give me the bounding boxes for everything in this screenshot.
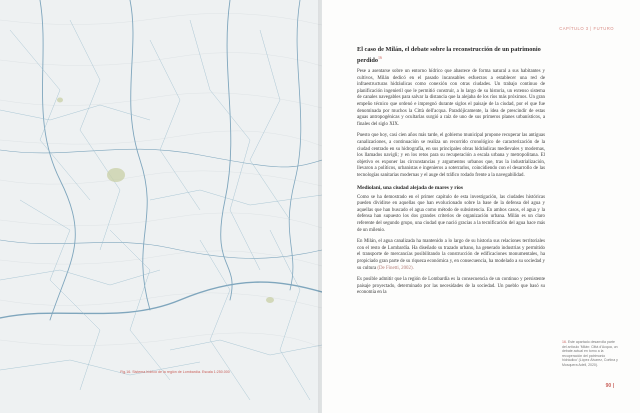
map-caption: Fig.16. Sistema hídrico de la región de Lombardía. Escala 1:250.000 bbox=[120, 370, 230, 374]
subheading: Mediolani, una ciudad alejada de mares y ríos bbox=[357, 184, 463, 191]
paragraph: Como se ha demostrado en el primer capítulo de esta investigación, las ciudades históricas pueden dividirse en aquellas que han evolucionado sobre la base de la defensa del agua y aquellas que han buscado el agua como método de subsistencia. En ambos casos, el agua y la defensa han supuesto los dos grandes criterios de organización urbana. Milán es un claro referente del segundo grupo, una ciudad que nació gracias a la tecnificación del agua hace más de un milenio. bbox=[357, 194, 545, 233]
paragraph-text: En Milán, el agua canalizada ha mantenido a lo largo de su historia sus relaciones territoriales con el resto de Lombardía. Ha diseñado su trazado urbano, ha generado industrias y permitido el transporte de mercancías posibilitando la construcción de edificaciones monumentales, ha propiciado gran parte de su riqueza económica y, en consecuencia, ha modelado a su sociedad y su cultura bbox=[357, 239, 545, 271]
sidenote-number: 16. bbox=[562, 340, 567, 344]
paragraph: Pese a asentarse sobre un entorno hídrico que abastece de forma natural a sus habitantes y cultivos, Milán dedicó en el pasado incansables esfuerzos a establecer una red de infraestructuras hidráulicas como conexión con otras ciudades. Un trabajo continuo de planificación ingenieril que le permitió construir, a lo largo de su historia, un extenso sistema de canales navegables para salvar la distancia que la alejaba de los ríos más próximos. Un gran empeño técnico que ordenó e impregnó durante siglos el paisaje de la ciudad, por el que fue denominada por muchos la Città dell'acqua. Paradójicamente, la idea de prescindir de estas aguas antropogénicas y ocultarlas surgió a raíz de uno de sus primeros planes urbanísticos, a finales del siglo XIX. bbox=[357, 69, 545, 127]
body-column bbox=[357, 46, 545, 302]
running-header: CAPÍTULO 3 | FUTURO bbox=[559, 26, 614, 31]
heading-footnote-marker: 16 bbox=[378, 55, 382, 60]
page-number: 90 | bbox=[605, 383, 614, 389]
citation: (De Finetti, 2002). bbox=[377, 265, 414, 271]
paragraph bbox=[357, 239, 545, 272]
text-page bbox=[322, 0, 640, 413]
paragraph: Es posible admitir que la región de Lombardía es la consecuencia de un continuo y persistente paisaje proyectado, determinado por las necesidades de la sociedad. Un pueblo que basó su economía en la bbox=[357, 277, 545, 296]
section-heading-text: El caso de Milán, el debate sobre la reconstrucción de un patrimonio perdido bbox=[357, 46, 541, 65]
section-heading bbox=[357, 46, 545, 65]
sidenote-text: Este apartado desarrolla parte del artículo 'Milán: Città d'Acqua, un debate actual en torno a la recuperación del patrimonio hidráulico' (López Álvarez, Cortina y Mosquera Adell, 2020). bbox=[562, 340, 618, 367]
sidenote bbox=[562, 340, 620, 368]
paragraph: Puesto que hoy, casi cien años más tarde, el gobierno municipal propone recuperar las antiguas canalizaciones, a continuación se realiza un recorrido cronológico de caracterización de la ciudad centrado en su hidrografía, en sus principales obras hidráulicas medievales y modernas, los llamados navigli; y en los retos para su recuperación a escala urbana y metropolitana. El objetivo es exponer las circunstancias y argumentos urbanos que, tras la industrialización, llevaron a políticos, urbanistas e ingenieros a soterrarlos, coincidiendo con el desarrollo de las tecnologías sanitarias modernas y el auge del tráfico rodado frente a la navegabilidad. bbox=[357, 133, 545, 178]
